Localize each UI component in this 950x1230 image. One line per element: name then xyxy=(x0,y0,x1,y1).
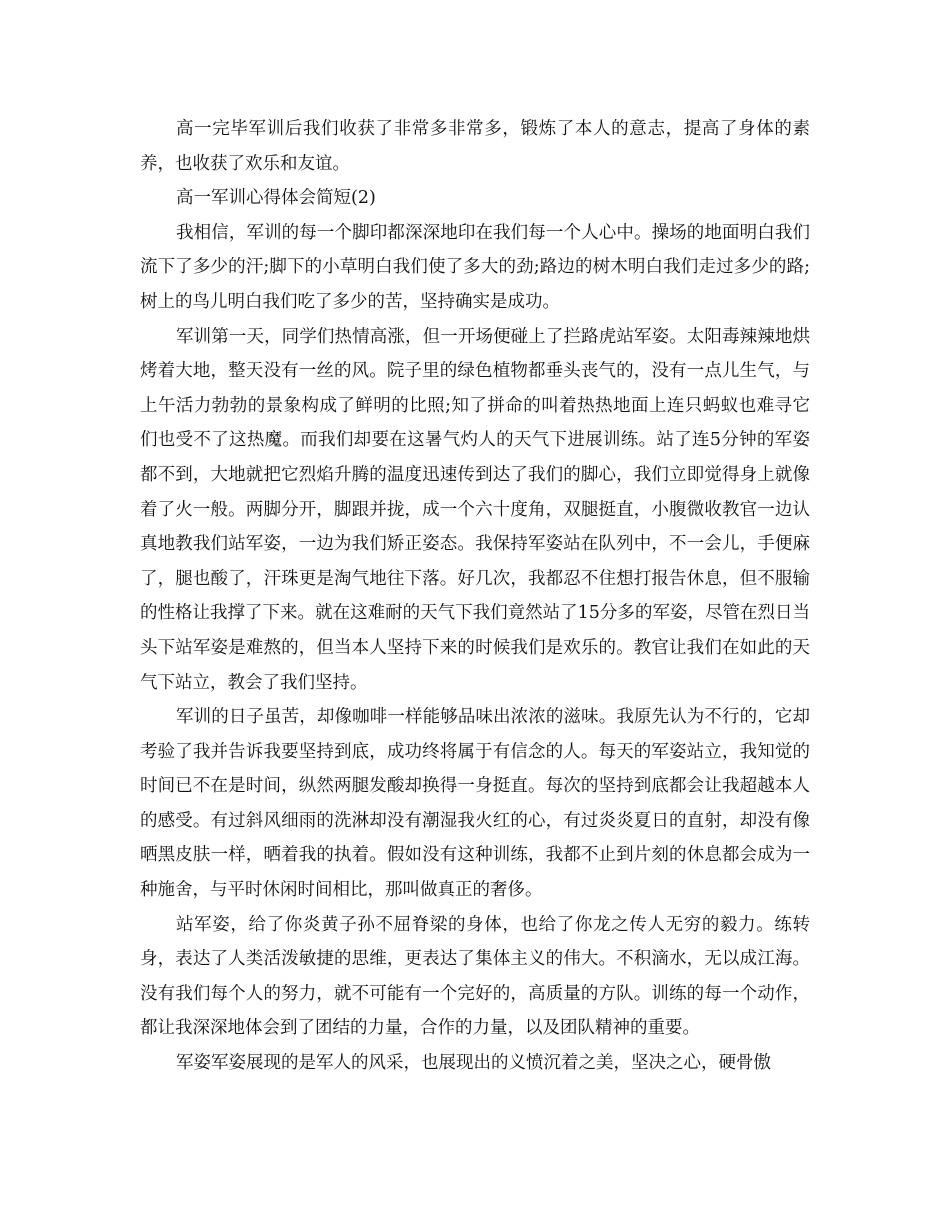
paragraph-footprints: 我相信，军训的每一个脚印都深深地印在我们每一个人心中。操场的地面明白我们流下了多少的汗;脚下的小草明白我们使了多大的劲;路边的树木明白我们走过多少的路;树上的鸟儿明白我们吃了多少的苦，坚持确实是成功。 xyxy=(140,222,810,312)
document-page xyxy=(140,112,810,1081)
paragraph-first-day: 军训第一天，同学们热情高涨，但一开场便碰上了拦路虎站军姿。太阳毒辣辣地烘烤着大地，整天没有一丝的风。院子里的绿色植物都垂头丧气的，没有一点儿生气，与上午活力勃勃的景象构成了鲜明的比照;知了拼命的叫着热热地面上连只蚂蚁也难寻它们也受不了这热魔。而我们却要在这暑气灼人的天气下进展训练。站了连5分钟的军姿都不到，大地就把它烈焰升腾的温度迅速传到达了我们的脚心，我们立即觉得身上就像着了火一般。两脚分开，脚跟并拢，成一个六十度角，双腿挺直，小腹微收教官一边认真地教我们站军姿，一边为我们矫正姿态。我保持军姿站在队列中，不一会儿，手便麻了，腿也酸了，汗珠更是淘气地往下落。好几次，我都忍不住想打报告休息，但不服输的性格让我撑了下来。就在这难耐的天气下我们竟然站了15分多的军姿，尽管在烈日当头下站军姿是难熬的，但当本人坚持下来的时候我们是欢乐的。教官让我们在如此的天气下站立，教会了我们坚持。 xyxy=(140,326,810,693)
paragraph-summary: 高一完毕军训后我们收获了非常多非常多，锻炼了本人的意志，提高了身体的素养，也收获了欢乐和友谊。 xyxy=(140,119,810,174)
section-heading: 高一军训心得体会简短(2) xyxy=(176,188,376,209)
paragraph-coffee: 军训的日子虽苦，却像咖啡一样能够品味出浓浓的滋味。我原先认为不行的，它却考验了我并告诉我要坚持到底，成功终将属于有信念的人。每天的军姿站立，我知觉的时间已不在是时间，纵然两腿发酸却换得一身挺直。每次的坚持到底都会让我超越本人的感受。有过斜风细雨的洗淋却没有潮湿我火红的心，有过炎炎夏日的直射，却没有像晒黑皮肤一样，晒着我的执着。假如没有这种训练，我都不止到片刻的休息都会成为一种施舍，与平时休闲时间相比，那叫做真正的奢侈。 xyxy=(140,707,810,901)
paragraph-posture: 站军姿，给了你炎黄子孙不屈脊梁的身体，也给了你龙之传人无穷的毅力。练转身，表达了人类活泼敏捷的思维，更表达了集体主义的伟大。不积滴水，无以成江海。没有我们每个人的努力，就不可能有一个完好的，高质量的方队。训练的每一个动作，都让我深深地体会到了团结的力量，合作的力量，以及团队精神的重要。 xyxy=(140,914,810,1039)
paragraph-military-style: 军姿军姿展现的是军人的风采，也展现出的义愤沉着之美，坚决之心，硬骨傲 xyxy=(176,1053,771,1074)
